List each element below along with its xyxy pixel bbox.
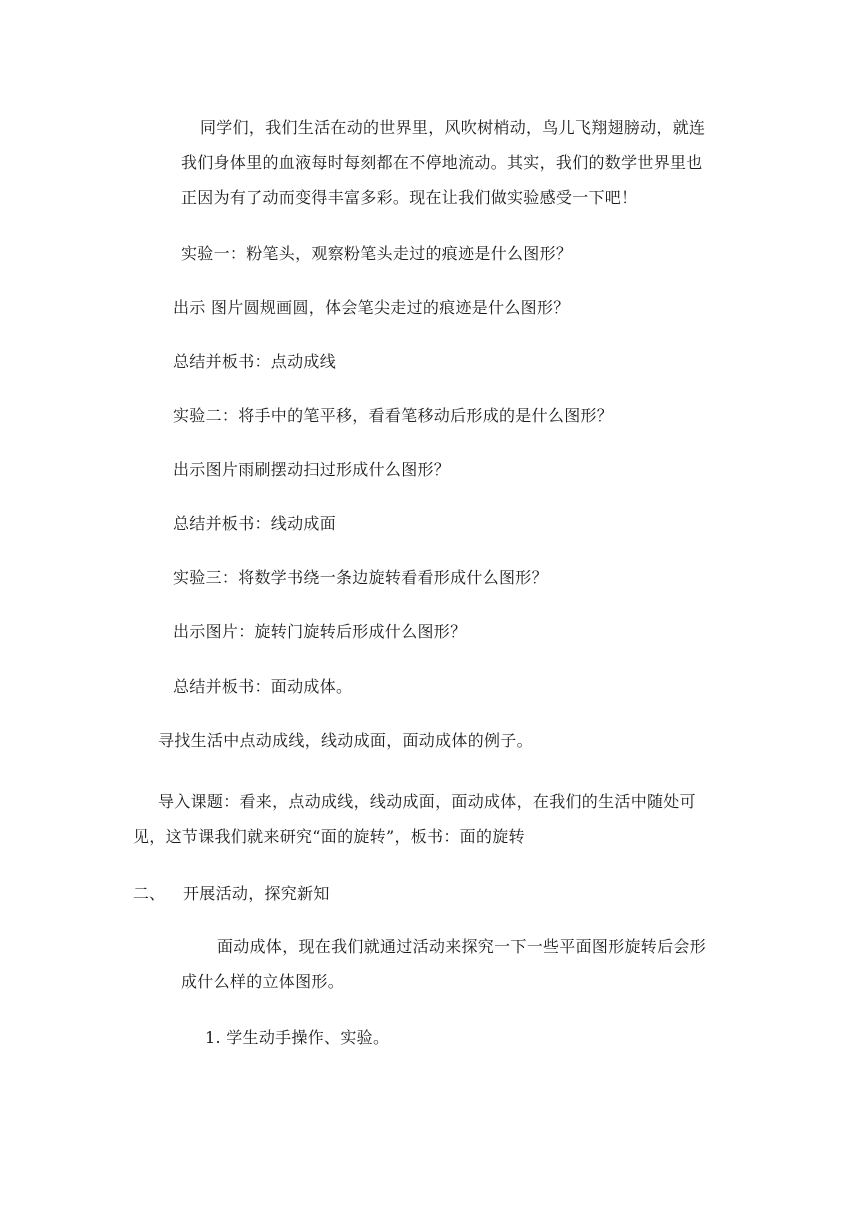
find-examples: 寻找生活中点动成线，线动成面，面动成体的例子。 <box>158 731 533 750</box>
intro-topic-line-2: 见，这节课我们就来研究“面的旋转”，板书：面的旋转 <box>133 827 525 846</box>
activity-line-2: 成什么样的立体图形。 <box>181 972 345 991</box>
show-wiper-picture: 出示图片雨刷摆动扫过形成什么图形？ <box>173 460 451 479</box>
summary-point-to-line: 总结并板书：点动成线 <box>173 352 337 371</box>
activity-line-1: 面动成体，现在我们就通过活动来探究一下一些平面图形旋转后会形 <box>217 937 707 956</box>
intro-line-2: 我们身体里的血液每时每刻都在不停地流动。其实，我们的数学世界里也 <box>181 153 703 172</box>
experiment-1: 实验一：粉笔头，观察粉笔头走过的痕迹是什么图形？ <box>181 244 573 263</box>
intro-line-1: 同学们，我们生活在动的世界里，风吹树梢动，鸟儿飞翔翅膀动，就连 <box>200 118 706 137</box>
step-1: 1. 学生动手操作、实验。 <box>205 1028 390 1047</box>
section-title: 开展活动，探究新知 <box>183 884 330 903</box>
section-number: 二、 <box>133 884 166 903</box>
experiment-2: 实验二：将手中的笔平移，看看笔移动后形成的是什么图形？ <box>173 406 614 425</box>
show-compass-picture: 出示 图片圆规画圆，体会笔尖走过的痕迹是什么图形？ <box>173 298 570 317</box>
intro-line-3: 正因为有了动而变得丰富多彩。现在让我们做实验感受一下吧！ <box>181 188 638 207</box>
summary-line-to-surface: 总结并板书：线动成面 <box>173 514 337 533</box>
experiment-3: 实验三：将数学书绕一条边旋转看看形成什么图形？ <box>173 568 548 587</box>
summary-surface-to-solid: 总结并板书：面动成体。 <box>173 677 353 696</box>
show-revolving-door-picture: 出示图片：旋转门旋转后形成什么图形？ <box>173 622 467 641</box>
intro-topic-line-1: 导入课题：看来，点动成线，线动成面，面动成体，在我们的生活中随处可 <box>158 792 696 811</box>
